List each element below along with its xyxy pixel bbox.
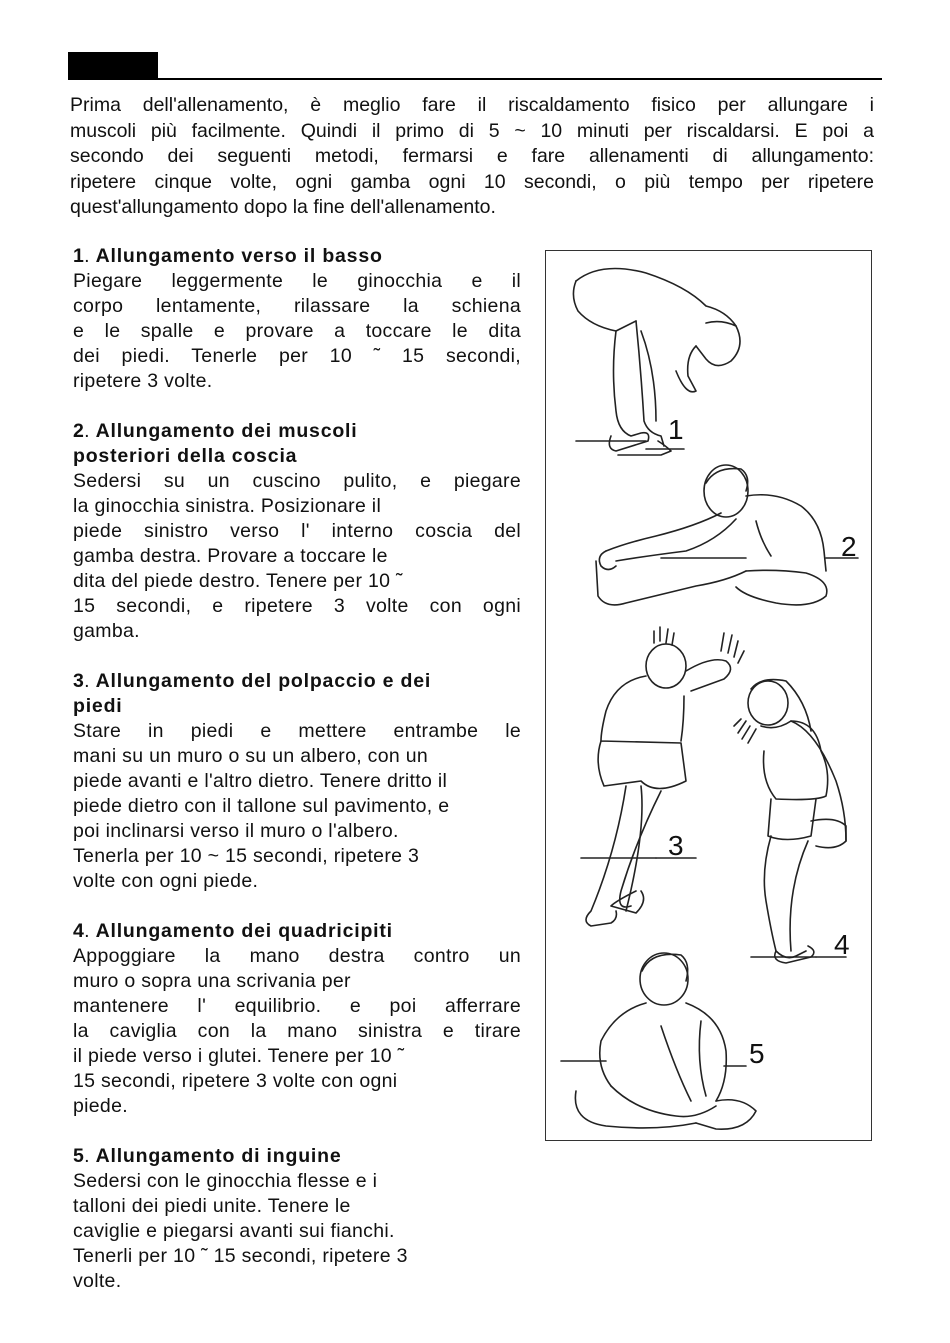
body-line: corpo lentamente, rilassare la schiena (73, 295, 521, 317)
body-line: dei piedi. Tenerle per 10 ˜ 15 secondi, (73, 345, 521, 367)
body-line: la ginocchia sinistra. Posizionare il (73, 495, 382, 517)
body-line: la caviglia con la mano sinistra e tirare (73, 1020, 521, 1042)
body-line: poi inclinarsi verso il muro o l'albero. (73, 820, 399, 842)
body-line: volte. (73, 1270, 122, 1292)
figure-5-groin-stretch (561, 953, 756, 1129)
figure-4-quadriceps (734, 680, 846, 963)
intro-line: muscoli più facilmente. Quindi il primo di 5 ~ 10 minuti per riscaldarsi. E poi a (70, 119, 874, 142)
section-title: 3. Allungamento del polpaccio e dei (73, 670, 432, 692)
section-4 (73, 919, 521, 1119)
stretching-figures-drawing (546, 251, 873, 1142)
section-body (73, 944, 521, 1119)
figure-label-2: 2 (841, 531, 857, 562)
body-line: piede sinistro verso l' interno coscia del (73, 520, 521, 542)
figure-label-1: 1 (668, 414, 684, 445)
section-title: 5. Allungamento di inguine (73, 1145, 342, 1167)
body-line: 15 secondi, ripetere 3 volte con ogni (73, 1070, 398, 1092)
section-title: 1. Allungamento verso il basso (73, 245, 383, 267)
section-title: 4. Allungamento dei quadricipiti (73, 920, 393, 942)
intro-paragraph (70, 93, 874, 221)
body-line: caviglie e piegarsi avanti sui fianchi. (73, 1220, 395, 1242)
body-line: gamba destra. Provare a toccare le (73, 545, 388, 567)
body-line: piede avanti e l'altro dietro. Tenere dritto il (73, 770, 448, 792)
body-line: talloni dei piedi unite. Tenere le (73, 1195, 351, 1217)
body-line: mani su un muro o su un albero, con un (73, 745, 429, 767)
body-line: e le spalle e provare a toccare le dita (73, 320, 521, 342)
section-body (73, 1169, 521, 1294)
section-number: 1 (73, 245, 85, 267)
section-number: 3 (73, 670, 85, 692)
section-title-text: Allungamento del polpaccio e dei (95, 670, 432, 692)
body-line: Sedersi con le ginocchia flesse e i (73, 1170, 378, 1192)
section-number: 2 (73, 420, 85, 442)
section-body (73, 719, 521, 894)
header-rule (68, 78, 882, 80)
body-line: 15 secondi, e ripetere 3 volte con ogni (73, 595, 521, 617)
section-title-text: piedi (73, 695, 123, 717)
figure-2-seated-hamstring (596, 465, 858, 605)
intro-line: ripetere cinque volte, ogni gamba ogni 10 secondi, o più tempo per ripetere (70, 170, 874, 193)
intro-line: Prima dell'allenamento, è meglio fare il riscaldamento fisico per allungare i (70, 94, 874, 116)
section-title-text: posteriori della coscia (73, 445, 298, 467)
section-title-text: Allungamento verso il basso (95, 245, 383, 267)
figure-label-3: 3 (668, 830, 684, 861)
section-3 (73, 669, 521, 894)
body-line: Tenerla per 10 ~ 15 secondi, ripetere 3 (73, 845, 420, 867)
body-line: Piegare leggermente le ginocchia e il (73, 270, 521, 292)
figure-label-4: 4 (834, 929, 850, 960)
figure-label-5: 5 (749, 1038, 765, 1069)
figure-1-bending-down (573, 269, 740, 456)
section-title: 2. Allungamento dei muscoli (73, 420, 358, 442)
body-line: mantenere l' equilibrio. e poi afferrare (73, 995, 521, 1017)
body-line: Stare in piedi e mettere entrambe le (73, 720, 521, 742)
section-5 (73, 1144, 521, 1294)
stretching-illustration (545, 250, 872, 1141)
section-number: 4 (73, 920, 85, 942)
body-line: volte con ogni piede. (73, 870, 259, 892)
body-line: il piede verso i glutei. Tenere per 10 ˜ (73, 1045, 405, 1067)
section-title-text: Allungamento dei quadricipiti (95, 920, 393, 942)
figure-3-calf-stretch (581, 627, 744, 926)
section-body (73, 269, 521, 394)
section-header-block (68, 52, 158, 80)
body-line: gamba. (73, 620, 140, 642)
section-2 (73, 419, 521, 644)
body-line: Appoggiare la mano destra contro un (73, 945, 521, 967)
body-line: dita del piede destro. Tenere per 10 ˜ (73, 570, 403, 592)
section-number: 5 (73, 1145, 85, 1167)
body-line: Tenerli per 10 ˜ 15 secondi, ripetere 3 (73, 1245, 408, 1267)
section-body (73, 469, 521, 644)
section-1 (73, 244, 521, 394)
stretch-sections (73, 244, 521, 1319)
section-title-text: Allungamento dei muscoli (95, 420, 358, 442)
body-line: piede dietro con il tallone sul pavimento, e (73, 795, 450, 817)
intro-line: secondo dei seguenti metodi, fermarsi e fare allenamenti di allungamento: (70, 145, 874, 167)
body-line: ripetere 3 volte. (73, 370, 213, 392)
intro-line: quest'allungamento dopo la fine dell'allenamento. (70, 196, 496, 218)
body-line: Sedersi su un cuscino pulito, e piegare (73, 470, 521, 492)
body-line: piede. (73, 1095, 128, 1117)
section-title-text: Allungamento di inguine (95, 1145, 342, 1167)
body-line: muro o sopra una scrivania per (73, 970, 351, 992)
